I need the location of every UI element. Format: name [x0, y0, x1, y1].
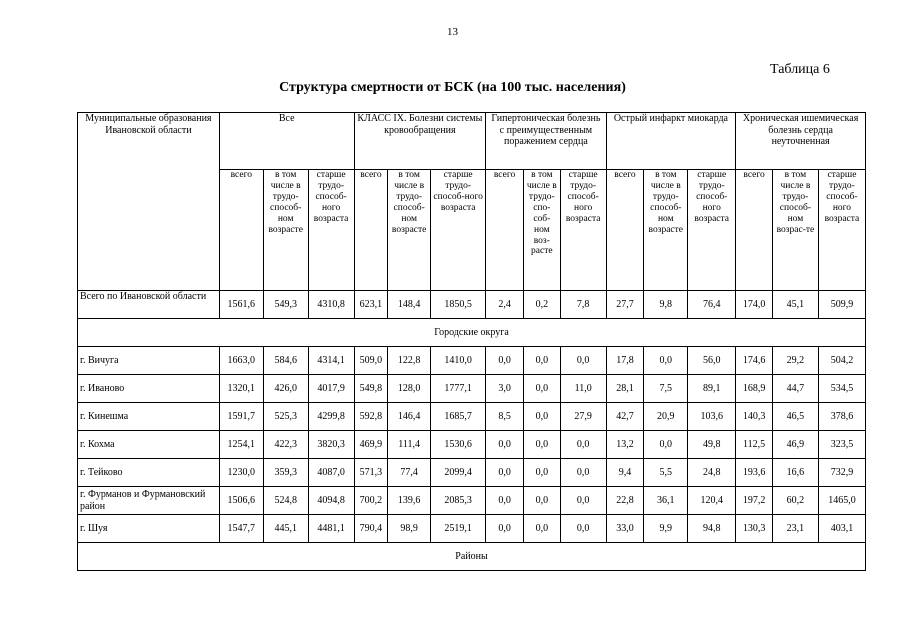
cell: 534,5	[818, 375, 865, 403]
cell: 1547,7	[219, 515, 263, 543]
cell: 1506,6	[219, 487, 263, 515]
subheader-cell: в том числе в трудо-способ-ном возрасте	[388, 170, 431, 291]
cell: 0,0	[486, 459, 524, 487]
cell: 525,3	[263, 403, 308, 431]
cell: 98,9	[388, 515, 431, 543]
cell: 27,9	[560, 403, 606, 431]
subheader-cell: старше трудо-способ-ного возраста	[818, 170, 865, 291]
subheader-cell: старше трудо-способ-ного возраста	[431, 170, 486, 291]
cell: 8,5	[486, 403, 524, 431]
cell: 0,0	[644, 431, 688, 459]
subheader-cell: старше трудо-способ-ного возраста	[308, 170, 354, 291]
cell: 0,0	[523, 459, 560, 487]
row-name: г. Тейково	[78, 459, 220, 487]
subheader-cell: в том числе в трудо-спо-соб-ном воз-расте	[523, 170, 560, 291]
cell: 0,0	[486, 347, 524, 375]
cell: 60,2	[772, 487, 818, 515]
cell: 20,9	[644, 403, 688, 431]
cell: 33,0	[606, 515, 644, 543]
cell: 7,8	[560, 291, 606, 319]
header-group-chronic-ischemic: Хроническая ишемическая болезнь сердца неуточненная	[736, 113, 866, 170]
header-group-class-ix: КЛАСС IX. Болезни системы кровообращения	[354, 113, 486, 170]
cell: 45,1	[772, 291, 818, 319]
subheader-cell: в том числе в трудо-способ-ном возрас-те	[772, 170, 818, 291]
table-row	[78, 459, 866, 487]
cell: 27,7	[606, 291, 644, 319]
row-name: г. Вичуга	[78, 347, 220, 375]
cell: 1254,1	[219, 431, 263, 459]
row-name: Всего по Ивановской области	[78, 291, 220, 319]
cell: 0,2	[523, 291, 560, 319]
cell: 94,8	[688, 515, 736, 543]
cell: 422,3	[263, 431, 308, 459]
cell: 0,0	[560, 487, 606, 515]
row-name: г. Фурманов и Фурмановский район	[78, 487, 220, 515]
cell: 1850,5	[431, 291, 486, 319]
cell: 0,0	[523, 375, 560, 403]
cell: 584,6	[263, 347, 308, 375]
section-label: Районы	[78, 543, 866, 571]
cell: 193,6	[736, 459, 773, 487]
cell: 174,6	[736, 347, 773, 375]
cell: 571,3	[354, 459, 388, 487]
cell: 0,0	[560, 515, 606, 543]
cell: 76,4	[688, 291, 736, 319]
cell: 504,2	[818, 347, 865, 375]
cell: 197,2	[736, 487, 773, 515]
cell: 168,9	[736, 375, 773, 403]
cell: 403,1	[818, 515, 865, 543]
header-group-infarction: Острый инфаркт миокарда	[606, 113, 736, 170]
cell: 11,0	[560, 375, 606, 403]
table-row	[78, 403, 866, 431]
cell: 9,9	[644, 515, 688, 543]
cell: 111,4	[388, 431, 431, 459]
mortality-table	[77, 112, 866, 571]
cell: 29,2	[772, 347, 818, 375]
cell: 77,4	[388, 459, 431, 487]
cell: 4094,8	[308, 487, 354, 515]
cell: 44,7	[772, 375, 818, 403]
cell: 445,1	[263, 515, 308, 543]
cell: 9,8	[644, 291, 688, 319]
table-row	[78, 375, 866, 403]
subheader-cell: старше трудо-способ-ного возраста	[560, 170, 606, 291]
header-municipality: Муниципальные образования Ивановской области	[78, 113, 220, 291]
cell: 0,0	[523, 403, 560, 431]
cell: 0,0	[523, 431, 560, 459]
cell: 139,6	[388, 487, 431, 515]
cell: 0,0	[486, 487, 524, 515]
cell: 13,2	[606, 431, 644, 459]
table-label: Таблица 6	[770, 62, 830, 77]
cell: 23,1	[772, 515, 818, 543]
cell: 2085,3	[431, 487, 486, 515]
cell: 16,6	[772, 459, 818, 487]
cell: 700,2	[354, 487, 388, 515]
subheader-cell: в том числе в трудо-способ-ном возрасте	[644, 170, 688, 291]
cell: 592,8	[354, 403, 388, 431]
cell: 130,3	[736, 515, 773, 543]
subheader-cell: всего	[354, 170, 388, 291]
cell: 0,0	[486, 431, 524, 459]
cell: 0,0	[523, 515, 560, 543]
cell: 46,5	[772, 403, 818, 431]
header-group-all: Все	[219, 113, 354, 170]
cell: 3,0	[486, 375, 524, 403]
cell: 1663,0	[219, 347, 263, 375]
section-label: Городские округа	[78, 319, 866, 347]
subheader-cell: всего	[606, 170, 644, 291]
cell: 4310,8	[308, 291, 354, 319]
cell: 0,0	[560, 459, 606, 487]
cell: 1561,6	[219, 291, 263, 319]
cell: 36,1	[644, 487, 688, 515]
cell: 148,4	[388, 291, 431, 319]
cell: 4087,0	[308, 459, 354, 487]
cell: 2519,1	[431, 515, 486, 543]
subheader-cell: всего	[486, 170, 524, 291]
cell: 323,5	[818, 431, 865, 459]
section-row-urban	[78, 319, 866, 347]
row-name: г. Иваново	[78, 375, 220, 403]
cell: 22,8	[606, 487, 644, 515]
cell: 42,7	[606, 403, 644, 431]
table-row	[78, 431, 866, 459]
header-group-hypertensive: Гипертоническая болезнь с преимущественным поражением сердца	[486, 113, 606, 170]
cell: 509,9	[818, 291, 865, 319]
cell: 28,1	[606, 375, 644, 403]
cell: 1230,0	[219, 459, 263, 487]
cell: 378,6	[818, 403, 865, 431]
cell: 549,8	[354, 375, 388, 403]
row-name: г. Шуя	[78, 515, 220, 543]
cell: 1685,7	[431, 403, 486, 431]
cell: 2099,4	[431, 459, 486, 487]
table-row	[78, 487, 866, 515]
cell: 524,8	[263, 487, 308, 515]
cell: 0,0	[560, 431, 606, 459]
cell: 790,4	[354, 515, 388, 543]
cell: 5,5	[644, 459, 688, 487]
cell: 426,0	[263, 375, 308, 403]
cell: 0,0	[644, 347, 688, 375]
cell: 140,3	[736, 403, 773, 431]
cell: 120,4	[688, 487, 736, 515]
cell: 359,3	[263, 459, 308, 487]
section-row-districts	[78, 543, 866, 571]
cell: 4314,1	[308, 347, 354, 375]
cell: 1591,7	[219, 403, 263, 431]
cell: 49,8	[688, 431, 736, 459]
cell: 3820,3	[308, 431, 354, 459]
subheader-cell: в том числе в трудо-способ-ном возрасте	[263, 170, 308, 291]
row-name: г. Кинешма	[78, 403, 220, 431]
cell: 9,4	[606, 459, 644, 487]
cell: 1777,1	[431, 375, 486, 403]
page-number: 13	[447, 26, 458, 38]
cell: 174,0	[736, 291, 773, 319]
cell: 2,4	[486, 291, 524, 319]
subheader-cell: всего	[736, 170, 773, 291]
cell: 623,1	[354, 291, 388, 319]
row-name: г. Кохма	[78, 431, 220, 459]
cell: 732,9	[818, 459, 865, 487]
cell: 128,0	[388, 375, 431, 403]
cell: 0,0	[523, 347, 560, 375]
cell: 0,0	[486, 515, 524, 543]
cell: 469,9	[354, 431, 388, 459]
cell: 1530,6	[431, 431, 486, 459]
cell: 4481,1	[308, 515, 354, 543]
cell: 4017,9	[308, 375, 354, 403]
cell: 1465,0	[818, 487, 865, 515]
subheader-cell: старше трудо-способ-ного возраста	[688, 170, 736, 291]
cell: 46,9	[772, 431, 818, 459]
cell: 112,5	[736, 431, 773, 459]
cell: 0,0	[560, 347, 606, 375]
table-row-total	[78, 291, 866, 319]
cell: 122,8	[388, 347, 431, 375]
cell: 89,1	[688, 375, 736, 403]
cell: 1410,0	[431, 347, 486, 375]
cell: 1320,1	[219, 375, 263, 403]
table-row	[78, 347, 866, 375]
table-row	[78, 515, 866, 543]
cell: 549,3	[263, 291, 308, 319]
cell: 7,5	[644, 375, 688, 403]
cell: 17,8	[606, 347, 644, 375]
subheader-cell: всего	[219, 170, 263, 291]
cell: 0,0	[523, 487, 560, 515]
cell: 56,0	[688, 347, 736, 375]
cell: 509,0	[354, 347, 388, 375]
cell: 146,4	[388, 403, 431, 431]
cell: 4299,8	[308, 403, 354, 431]
document-title: Структура смертности от БСК (на 100 тыс. населения)	[279, 80, 626, 95]
cell: 103,6	[688, 403, 736, 431]
cell: 24,8	[688, 459, 736, 487]
